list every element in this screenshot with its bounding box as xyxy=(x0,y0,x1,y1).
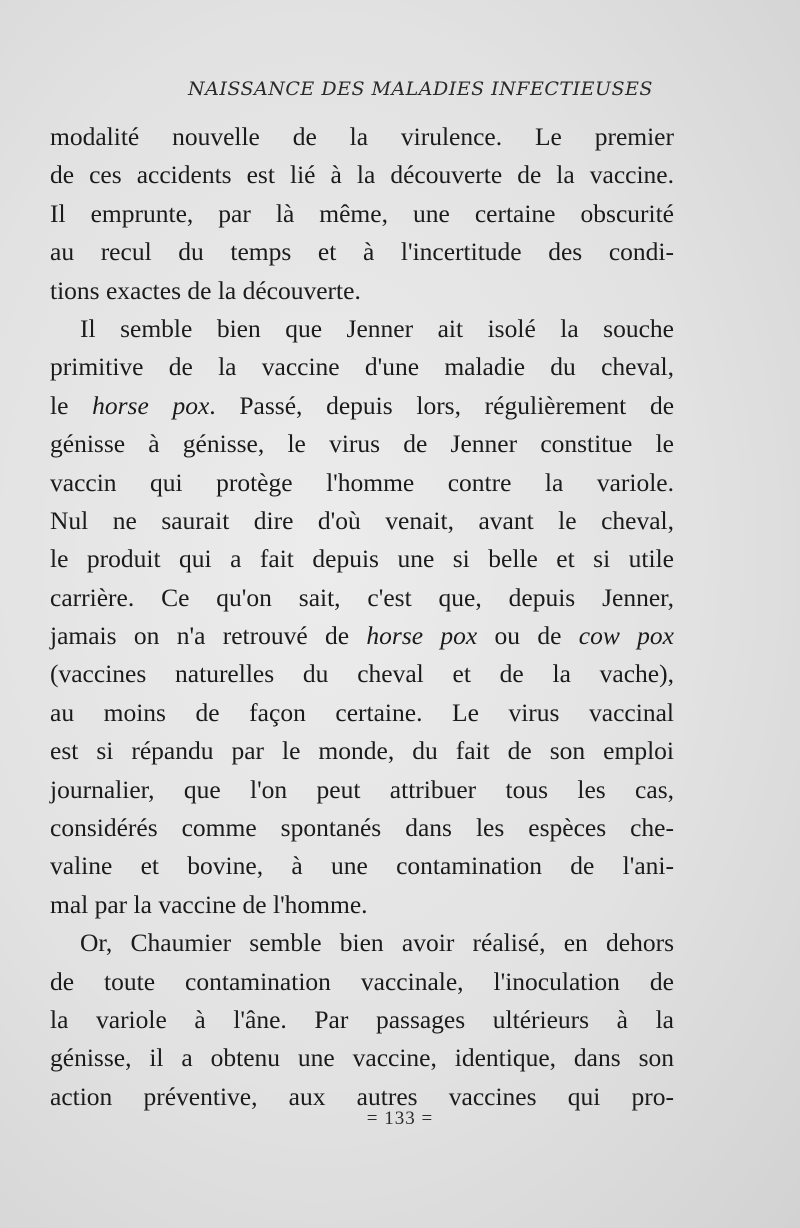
text-line: tions exactes de la découverte. xyxy=(50,275,361,305)
body-text xyxy=(50,118,674,1116)
running-head: NAISSANCE DES MALADIES INFECTIEUSES xyxy=(188,78,653,100)
text-line: de toute contamination vaccinale, l'inoculation de xyxy=(50,966,674,996)
italic-term: cow pox xyxy=(578,621,674,651)
text-line: carrière. Ce qu'on sait, c'est que, depuis Jenner, xyxy=(50,582,674,612)
text-line: vaccin qui protège l'homme contre la variole. xyxy=(50,467,674,497)
text-line: considérés comme spontanés dans les espèces che- xyxy=(50,813,674,843)
text-line: la variole à l'âne. Par passages ultérieurs à la xyxy=(50,1004,674,1034)
text-fragment: le xyxy=(50,390,69,420)
text-line: mal par la vaccine de l'homme. xyxy=(50,889,368,919)
text-line: action préventive, aux autres vaccines qui pro- xyxy=(50,1081,674,1111)
text-line: le produit qui a fait depuis une si belle et si utile xyxy=(50,544,674,574)
italic-term: horse pox xyxy=(92,390,210,420)
text-line: est si répandu par le monde, du fait de son emploi xyxy=(50,736,674,766)
text-line: de ces accidents est lié à la découverte de la vaccine. xyxy=(50,160,674,190)
text-line: au recul du temps et à l'incertitude des condi- xyxy=(50,237,674,267)
italic-term: horse pox xyxy=(366,621,478,651)
text-fragment: . Passé, depuis lors, régulièrement de xyxy=(209,390,675,420)
text-line xyxy=(50,387,674,425)
text-line: Il emprunte, par là même, une certaine obscurité xyxy=(50,198,674,228)
text-line: génisse à génisse, le virus de Jenner constitue le xyxy=(50,429,674,459)
text-line: modalité nouvelle de la virulence. Le premier xyxy=(50,122,674,151)
text-fragment: jamais on n'a retrouvé de xyxy=(50,621,350,651)
page-number: = 133 = xyxy=(366,1108,434,1129)
text-line: journalier, que l'on peut attribuer tous les cas, xyxy=(50,774,674,804)
text-line: au moins de façon certaine. Le virus vaccinal xyxy=(50,697,674,727)
text-line: primitive de la vaccine d'une maladie du cheval, xyxy=(50,352,674,382)
text-line: (vaccines naturelles du cheval et de la vache), xyxy=(50,659,674,689)
text-line xyxy=(50,617,674,655)
text-line: Or, Chaumier semble bien avoir réalisé, en dehors xyxy=(80,928,674,958)
text-line: valine et bovine, à une contamination de l'ani- xyxy=(50,851,674,881)
text-line: Il semble bien que Jenner ait isolé la souche xyxy=(80,313,674,343)
text-line: génisse, il a obtenu une vaccine, identique, dans son xyxy=(50,1043,674,1073)
text-line: Nul ne saurait dire d'où venait, avant le cheval, xyxy=(50,505,674,535)
text-fragment: ou de xyxy=(494,621,562,651)
